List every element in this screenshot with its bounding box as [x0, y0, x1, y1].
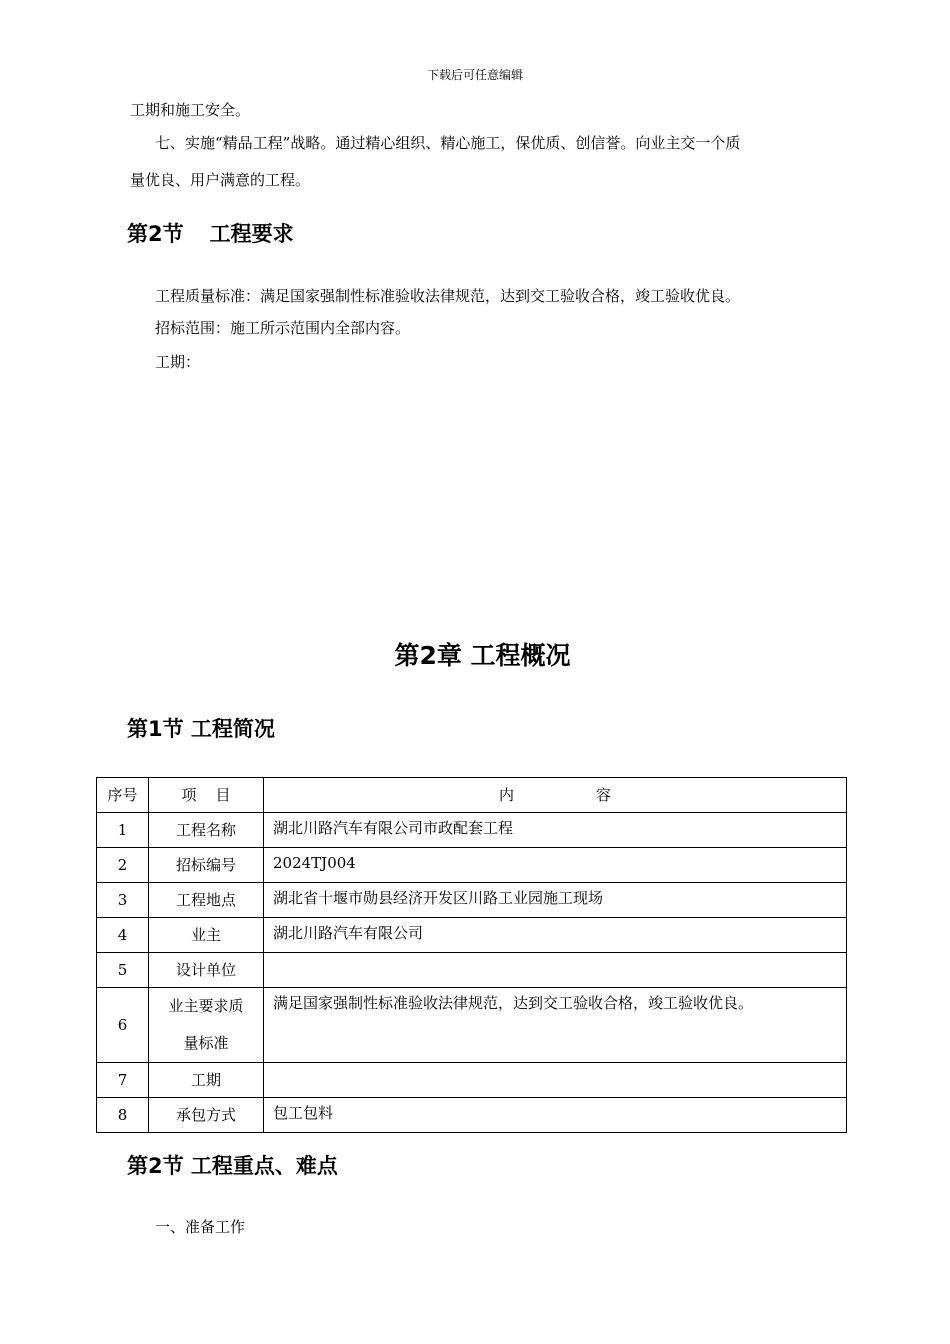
table-row	[97, 918, 847, 953]
cell-content: 湖北省十堰市勋县经济开发区川路工业园施工现场	[264, 883, 847, 918]
header-cell-no: 序号	[97, 778, 149, 813]
section-title: 工程要求	[209, 222, 294, 246]
table-row	[97, 883, 847, 918]
paragraph-line: 量优良、用户满意的工程。	[130, 171, 311, 189]
cell-item: 业主要求质 量标准	[149, 988, 264, 1063]
cell-no: 5	[97, 953, 149, 988]
cell-content: 2024TJ004	[264, 848, 847, 883]
table-row	[97, 1063, 847, 1098]
cell-no: 8	[97, 1098, 149, 1133]
paragraph-line: 工期和施工安全。	[130, 101, 251, 119]
section-heading: 第1节 工程简况	[127, 717, 275, 741]
cell-no: 7	[97, 1063, 149, 1098]
table-header-row	[97, 778, 847, 813]
cell-item: 工程地点	[149, 883, 264, 918]
cell-item: 承包方式	[149, 1098, 264, 1133]
cell-item: 工程名称	[149, 813, 264, 848]
cell-no: 6	[97, 988, 149, 1063]
cell-item: 招标编号	[149, 848, 264, 883]
paragraph-line: 七、实施“精品工程”战略。通过精心组织、精心施工，保优质、创信誉。向业主交一个质	[155, 134, 741, 152]
cell-content	[264, 1063, 847, 1098]
table-row	[97, 848, 847, 883]
page-header: 下载后可任意编辑	[426, 68, 523, 82]
cell-content: 满足国家强制性标准验收法律规范，达到交工验收合格，竣工验收优良。	[264, 988, 847, 1063]
cell-no: 4	[97, 918, 149, 953]
list-item: 一、准备工作	[155, 1218, 246, 1236]
table-row	[97, 1098, 847, 1133]
cell-content: 包工包料	[264, 1098, 847, 1133]
section-heading: 第2节 工程重点、难点	[127, 1154, 338, 1178]
cell-item: 设计单位	[149, 953, 264, 988]
header-cell-item: 项 目	[149, 778, 264, 813]
section-heading	[127, 221, 294, 247]
quality-standard-text: 工程质量标准：满足国家强制性标准验收法律规范，达到交工验收合格，竣工验收优良。	[155, 287, 741, 305]
cell-no: 2	[97, 848, 149, 883]
cell-content	[264, 953, 847, 988]
chapter-title: 第2章 工程概况	[394, 641, 571, 670]
period-text: 工期：	[155, 353, 201, 371]
bid-scope-text: 招标范围：施工所示范围内全部内容。	[155, 319, 411, 337]
cell-item: 业主	[149, 918, 264, 953]
cell-no: 1	[97, 813, 149, 848]
cell-no: 3	[97, 883, 149, 918]
project-overview-table	[96, 777, 847, 1133]
table-row	[97, 988, 847, 1063]
table-row	[97, 953, 847, 988]
header-cell-content: 内 容	[264, 778, 847, 813]
table-row	[97, 813, 847, 848]
cell-item: 工期	[149, 1063, 264, 1098]
cell-content: 湖北川路汽车有限公司市政配套工程	[264, 813, 847, 848]
cell-content: 湖北川路汽车有限公司	[264, 918, 847, 953]
section-number: 第2节	[127, 222, 184, 246]
